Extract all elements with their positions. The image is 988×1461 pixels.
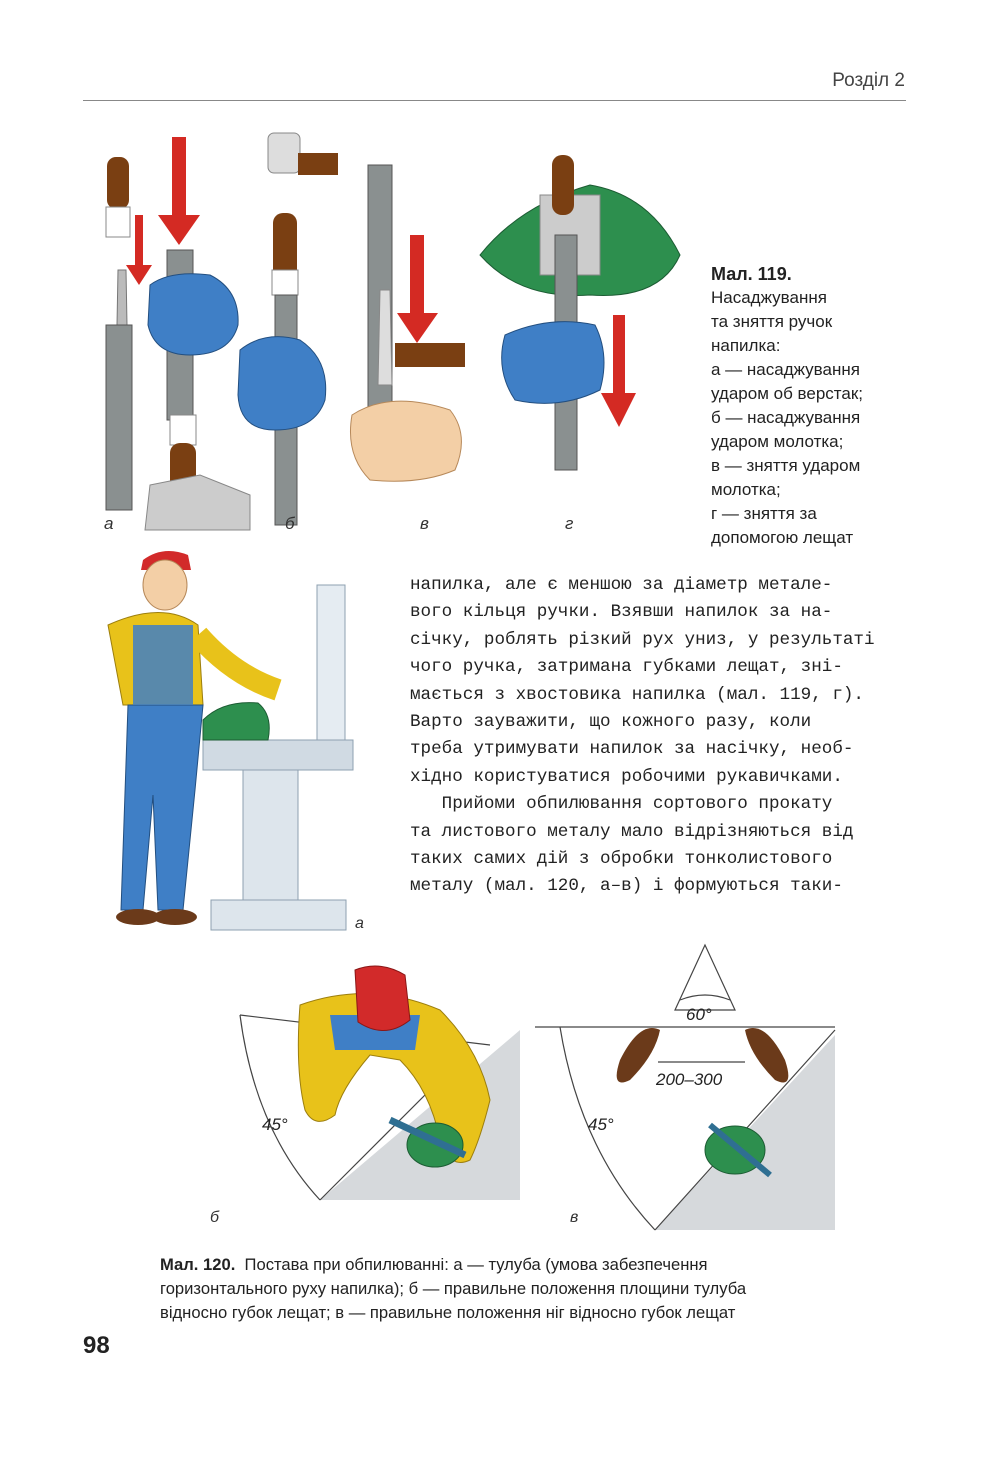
figure-120-caption	[160, 1253, 920, 1325]
caption-line	[160, 1253, 920, 1277]
fig120-label-b: б	[210, 1209, 219, 1226]
caption-line: допомогою лещат	[711, 528, 854, 547]
caption-line: горизонтального руху напилка); б — правильне положення площини тулуба	[160, 1279, 747, 1298]
caption-line: напилка:	[711, 336, 781, 355]
body-line: та листового металу мало відрізняються від	[410, 821, 854, 842]
fig120-angle-c: 45°	[588, 1115, 614, 1134]
caption-line: молотка;	[711, 480, 781, 499]
body-text	[410, 572, 908, 901]
figure-119-caption	[711, 262, 911, 550]
caption-line: а — насаджування	[711, 360, 860, 379]
caption-text: Постава при обпилюванні: а — тулуба (умова забезпечення	[244, 1255, 708, 1274]
caption-line: Насаджування	[711, 288, 827, 307]
figure-120-bc-illustration	[190, 940, 850, 1240]
fig120-angle-feet: 60°	[686, 1005, 712, 1024]
figure-120-bc	[190, 940, 850, 1240]
body-line: Прийоми обпилювання сортового прокату	[410, 794, 833, 815]
page-number: 98	[83, 1332, 110, 1359]
figure-120-caption-title: Мал. 120.	[160, 1255, 236, 1274]
section-header: Розділ 2	[832, 70, 905, 91]
figure-120-a-illustration	[83, 545, 393, 940]
figure-119-illustration	[90, 125, 700, 555]
body-line: треба утримувати напилок за насічку, необ-	[410, 739, 854, 760]
body-line: мається з хвостовика напилка (мал. 119, г).	[410, 684, 864, 705]
caption-line: ударом об верстак;	[711, 384, 864, 403]
body-line: вого кільця ручки. Взявши напилок за на-	[410, 602, 833, 623]
fig120-distance: 200–300	[656, 1070, 723, 1089]
fig119-label-d: г	[565, 514, 574, 533]
body-line: Варто зауважити, що кожного разу, коли	[410, 712, 812, 733]
fig119-label-b: б	[285, 514, 295, 533]
body-line: напилка, але є меншою за діаметр метале-	[410, 575, 833, 595]
body-line: металу (мал. 120, а–в) і формуються таки-	[410, 876, 843, 897]
body-line: хідно користуватися робочими рукавичками.	[410, 766, 843, 787]
caption-line: б — насаджування	[711, 408, 861, 427]
caption-line: ударом молотка;	[711, 432, 844, 451]
body-line: чого ручка, затримана губками лещат, зні-	[410, 657, 843, 678]
fig120-angle-b: 45°	[262, 1115, 288, 1134]
fig119-label-a: а	[104, 514, 114, 533]
figure-120-a	[83, 545, 393, 940]
caption-line: та зняття ручок	[711, 312, 833, 331]
fig120-label-a: а	[355, 915, 364, 932]
body-line: січку, роблять різкий рух униз, у результаті	[410, 629, 875, 650]
caption-line: в — зняття ударом	[711, 456, 861, 475]
fig120-label-c: в	[570, 1209, 579, 1226]
header-rule	[83, 100, 906, 101]
body-line: таких самих дій з обробки тонколистового	[410, 849, 833, 870]
figure-119-caption-title: Мал. 119.	[711, 264, 792, 284]
caption-line: г — зняття за	[711, 504, 817, 523]
caption-line: відносно губок лещат; в — правильне положення ніг відносно губок лещат	[160, 1303, 736, 1322]
fig119-label-c: в	[420, 514, 429, 533]
figure-119	[90, 125, 700, 555]
fig119-a-drawing	[106, 157, 152, 510]
